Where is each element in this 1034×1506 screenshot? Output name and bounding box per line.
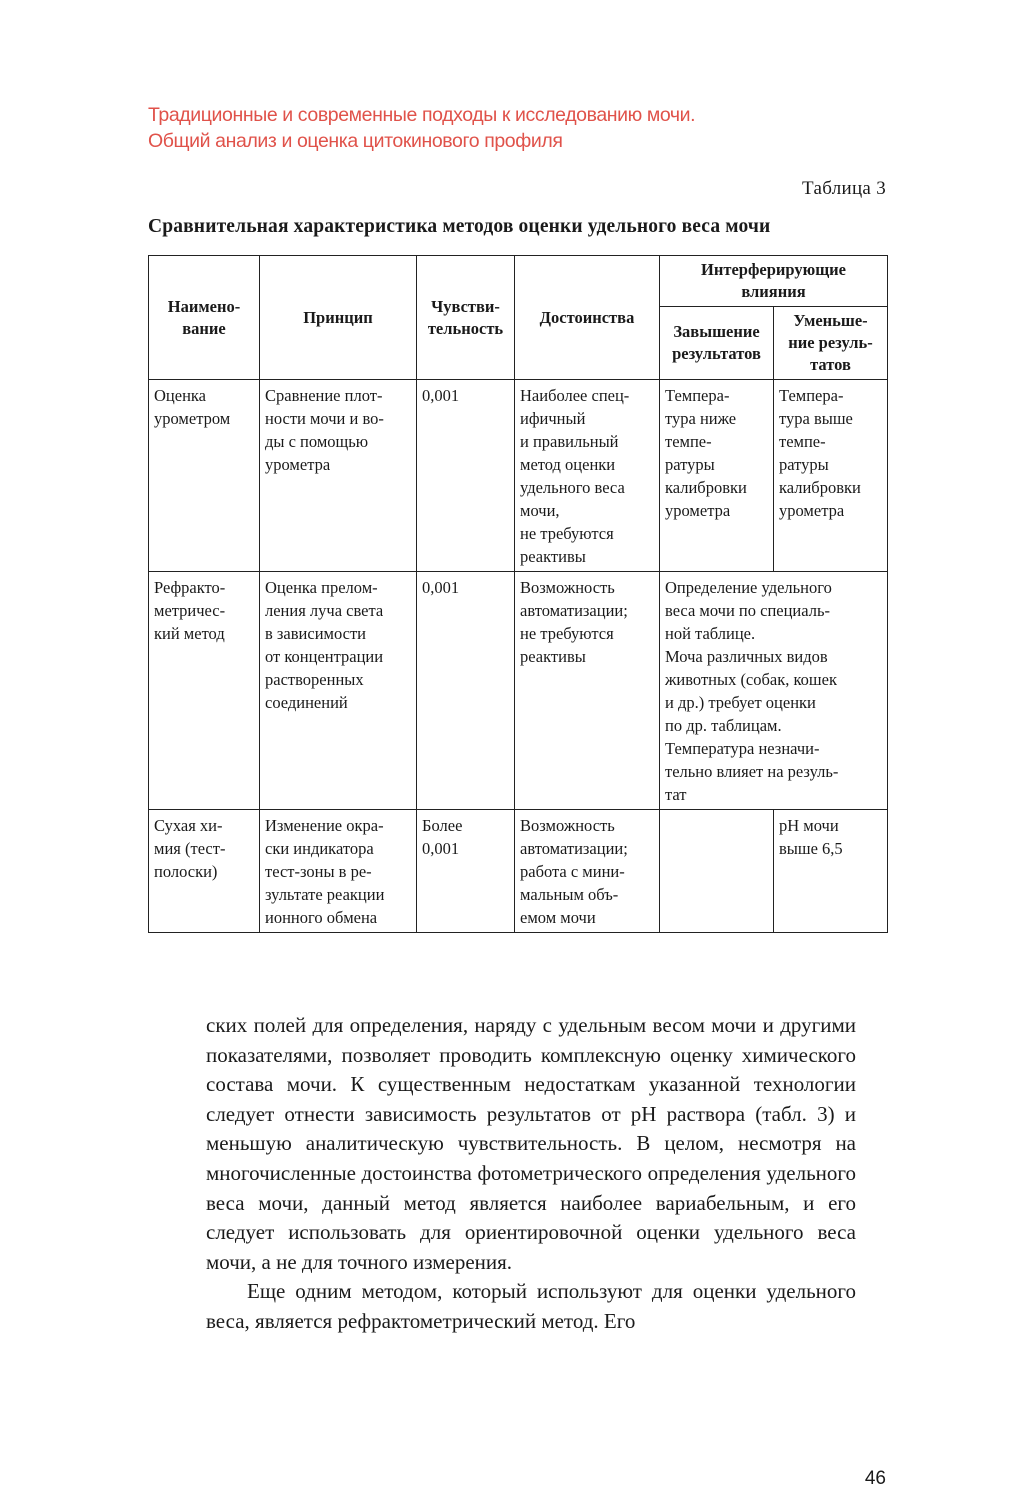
cell-name: Рефракто- метричес- кий метод <box>149 572 260 810</box>
cell-interference-merged: Определение удельного веса мочи по специаль- ной таблице. Моча различных видов животных (собак, кошек и др.) требует оценки по др. таблицам. Температура незначи- тельно влияет на резуль- тат <box>660 572 888 810</box>
cell-sensitivity: 0,001 <box>417 380 515 572</box>
page-number: 46 <box>864 1468 886 1489</box>
paragraph: Еще одним методом, который используют для оценки удельного веса, является рефрактометрический метод. Его <box>206 1279 856 1333</box>
header-interference: Интерферирующие влияния <box>660 256 888 307</box>
cell-advantages: Наиболее спец- ифичный и правильный метод оценки удельного веса мочи, не требуются реактивы <box>515 380 660 572</box>
table-row <box>149 810 888 933</box>
cell-advantages: Возможность автоматизации; не требуются реактивы <box>515 572 660 810</box>
cell-sensitivity: Более 0,001 <box>417 810 515 933</box>
running-header-line-1: Традиционные и современные подходы к исследованию мочи. <box>148 104 696 126</box>
cell-decrease: pH мочи выше 6,5 <box>774 810 888 933</box>
header-advantages: Достоинства <box>515 256 660 380</box>
cell-sensitivity: 0,001 <box>417 572 515 810</box>
running-header-line-2: Общий анализ и оценка цитокинового профиля <box>148 130 563 152</box>
header-increase: Завышение результатов <box>660 307 774 380</box>
body-text <box>206 1011 856 1337</box>
header-decrease: Уменьше- ние резуль- татов <box>774 307 888 380</box>
methods-comparison-table <box>148 255 888 933</box>
table-row <box>149 380 888 572</box>
cell-principle: Оценка прелом- ления луча света в зависимости от концентрации растворенных соединений <box>260 572 417 810</box>
cell-decrease: Темпера- тура выше темпе- ратуры калибровки урометра <box>774 380 888 572</box>
cell-principle: Изменение окра- ски индикатора тест-зоны в ре- зультате реакции ионного обмена <box>260 810 417 933</box>
table-number: Таблица 3 <box>802 178 886 199</box>
cell-principle: Сравнение плот- ности мочи и во- ды с помощью урометра <box>260 380 417 572</box>
header-principle: Принцип <box>260 256 417 380</box>
table-title: Сравнительная характеристика методов оценки удельного веса мочи <box>148 216 771 237</box>
cell-name: Сухая хи- мия (тест- полоски) <box>149 810 260 933</box>
cell-name: Оценка урометром <box>149 380 260 572</box>
table-header-row <box>149 256 888 307</box>
table-row <box>149 572 888 810</box>
header-sensitivity: Чувстви- тельность <box>417 256 515 380</box>
cell-increase: Темпера- тура ниже темпе- ратуры калибровки урометра <box>660 380 774 572</box>
cell-increase <box>660 810 774 933</box>
running-header <box>148 102 908 154</box>
header-name: Наимено- вание <box>149 256 260 380</box>
cell-advantages: Возможность автоматизации; работа с мини- мальным объ- емом мочи <box>515 810 660 933</box>
paragraph: ских полей для определения, наряду с удельным весом мочи и другими показателями, позволяет проводить комплексную оценку химического состава мочи. К существенным недостаткам указанной технологии следует отнести зависимость результатов от pH раствора (табл. 3) и меньшую аналитическую чувствительность. В целом, несмотря на многочисленные достоинства фотометрического определения удельного веса мочи, данный метод является наиболее вариабельным, и его следует использовать для ориентировочной оценки удельного веса мочи, а не для точного измерения. <box>206 1013 856 1274</box>
